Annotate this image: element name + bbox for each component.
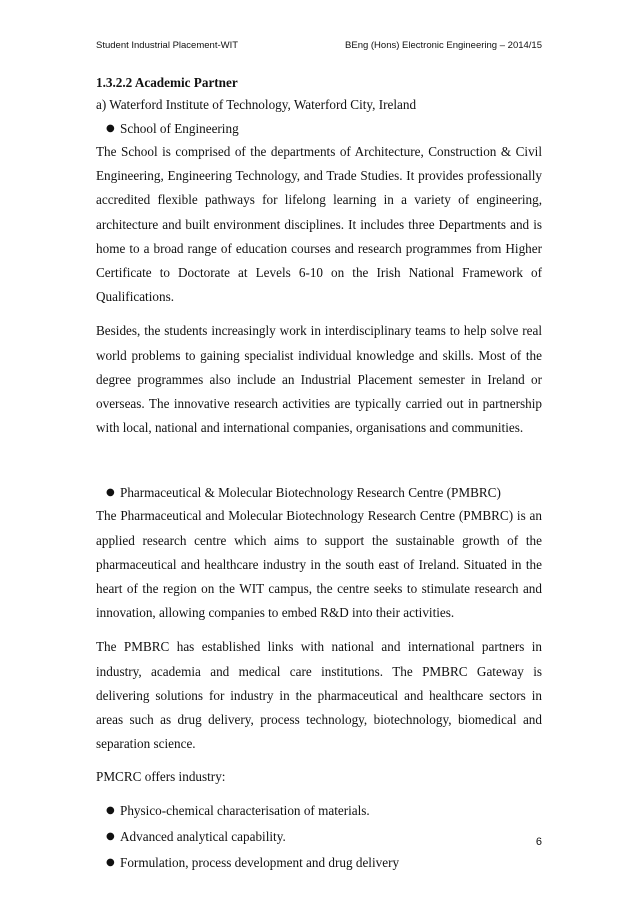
bullet-icon: ● xyxy=(106,487,115,499)
page-content xyxy=(96,72,542,876)
bullet-icon: ● xyxy=(106,805,115,817)
list-item xyxy=(96,850,542,876)
page-number: 6 xyxy=(535,836,542,848)
list-item-text: Physico-chemical characterisation of materials. xyxy=(120,803,370,819)
bullet-icon: ● xyxy=(106,831,115,843)
section-heading: 1.3.2.2 Academic Partner xyxy=(96,75,238,90)
offers-intro: PMCRC offers industry: xyxy=(96,769,226,785)
partner-line: a) Waterford Institute of Technology, Waterford City, Ireland xyxy=(96,97,417,112)
bullet-text: Pharmaceutical & Molecular Biotechnology Research Centre (PMBRC) xyxy=(120,485,501,501)
bullet-item xyxy=(96,118,542,140)
paragraph: The School is comprised of the departments of Architecture, Construction & Civil Engineering, Engineering Technology, and Trade Studies. It provides professionally accredited flexible pathways for lifelong learning in a variety of engineering, architecture and built environment disciplines. It includes three Departments and is home to a broad range of education courses and research programmes from Higher Certificate to Doctorate at Levels 6-10 on the Irish National Framework of Qualifications. xyxy=(96,144,542,305)
bullet-text: School of Engineering xyxy=(120,121,239,136)
bullet-item xyxy=(96,482,542,504)
paragraph: Besides, the students increasingly work in interdisciplinary teams to help solve real world problems to gaining specialist individual knowledge and skills. Most of the degree programmes also include an Industrial Placement semester in Ireland or overseas. The innovative research activities are typically carried out in partnership with local, national and international companies, organisations and communities. xyxy=(96,323,542,436)
header-left: Student Industrial Placement-WIT xyxy=(96,40,239,51)
paragraph: The PMBRC has established links with national and international partners in industry, academia and medical care institutions. The PMBRC Gateway is delivering solutions for industry in the pharmaceutical and healthcare sectors in areas such as drug delivery, process technology, biotechnology, biomedical and separation science. xyxy=(96,639,542,752)
paragraph: The Pharmaceutical and Molecular Biotechnology Research Centre (PMBRC) is an applied research centre which aims to support the sustainable growth of the pharmaceutical and healthcare industry in the south east of Ireland. Situated in the heart of the region on the WIT campus, the centre seeks to stimulate research and innovation, allowing companies to embed R&D into their activities. xyxy=(96,508,542,621)
list-item xyxy=(96,824,542,850)
bullet-icon: ● xyxy=(106,857,115,869)
header-right: BEng (Hons) Electronic Engineering – 2014/15 xyxy=(345,40,542,51)
bullet-icon: ● xyxy=(106,123,115,134)
list-item-text: Advanced analytical capability. xyxy=(120,829,286,845)
offers-list xyxy=(96,798,542,876)
list-item xyxy=(96,798,542,824)
spacer xyxy=(96,450,542,476)
list-item-text: Formulation, process development and drug delivery xyxy=(120,855,400,871)
